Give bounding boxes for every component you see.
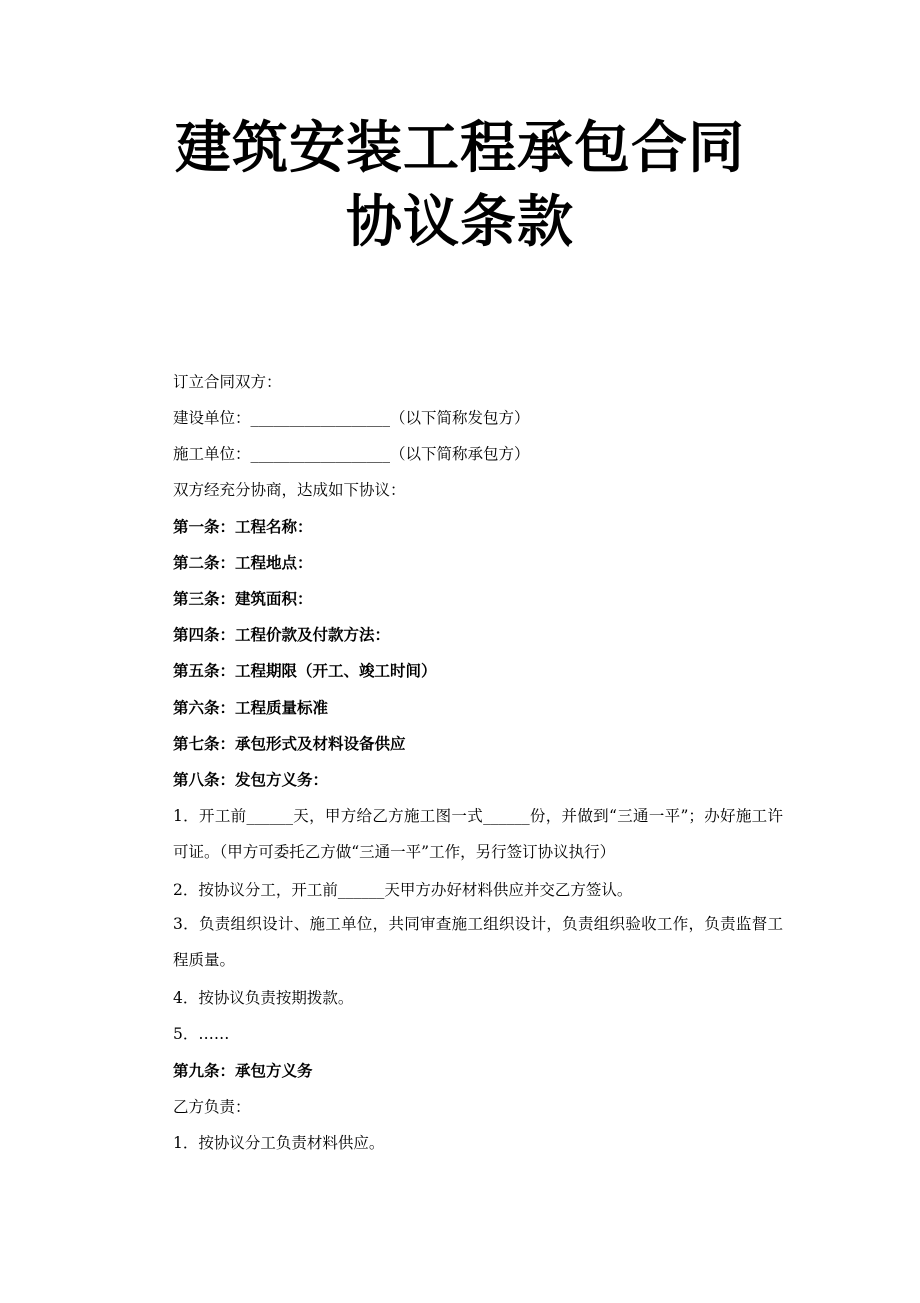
document-title-line-1: 建筑安装工程承包合同 xyxy=(175,115,745,181)
article-9-item-1: 1．按协议分工负责材料供应。 xyxy=(173,1134,385,1152)
contractor-unit-line: 施工单位：__________________（以下简称承包方） xyxy=(173,445,530,463)
article-2-heading: 第二条：工程地点： xyxy=(173,553,313,572)
article-8-heading: 第八条：发包方义务： xyxy=(173,770,329,789)
article-6-heading: 第六条：工程质量标准 xyxy=(173,698,329,717)
agreement-statement: 双方经充分协商，达成如下协议： xyxy=(173,481,406,499)
article-8-item-1: 1．开工前______天，甲方给乙方施工图一式______份，并做到“三通一平”；办好施工许可证。（甲方可委托乙方做“三通一平”工作，另行签订协议执行） xyxy=(173,807,783,861)
party-b-responsible: 乙方负责： xyxy=(173,1098,251,1116)
article-1-heading: 第一条：工程名称： xyxy=(173,517,313,536)
article-3-heading: 第三条：建筑面积： xyxy=(173,589,313,608)
parties-intro: 订立合同双方： xyxy=(173,373,282,391)
article-8-item-2: 2．按协议分工，开工前______天甲方办好材料供应并交乙方签认。 xyxy=(173,881,633,899)
article-8-item-5: 5．…… xyxy=(173,1025,230,1043)
article-7-heading: 第七条：承包形式及材料设备供应 xyxy=(173,734,406,753)
document-title-line-2: 协议条款 xyxy=(346,189,574,255)
builder-unit-line: 建设单位：__________________（以下简称发包方） xyxy=(173,409,530,427)
article-9-heading: 第九条：承包方义务 xyxy=(173,1061,313,1080)
article-4-heading: 第四条：工程价款及付款方法： xyxy=(173,625,391,644)
article-5-heading: 第五条：工程期限（开工、竣工时间） xyxy=(173,661,437,680)
article-8-item-3: 3．负责组织设计、施工单位，共同审查施工组织设计，负责组织验收工作，负责监督工程质量。 xyxy=(173,915,783,969)
article-8-item-4: 4．按协议负责按期拨款。 xyxy=(173,989,354,1007)
